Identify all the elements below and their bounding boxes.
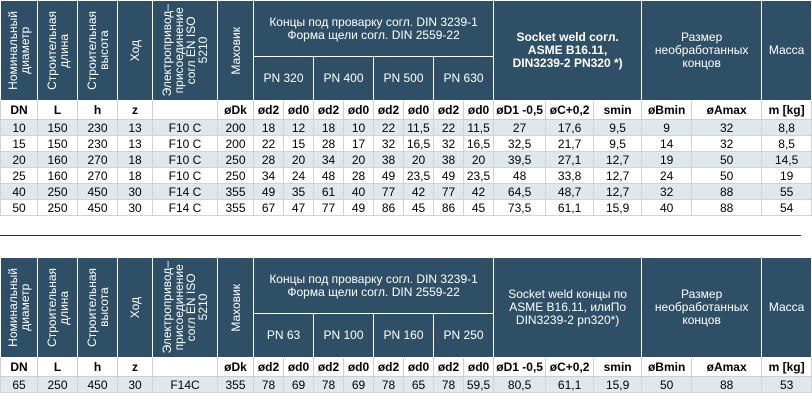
- subheader-cell: øAmax: [692, 101, 762, 120]
- header-stroke: Ход: [118, 1, 153, 101]
- table-cell: 12: [284, 120, 314, 136]
- table-cell: 35: [284, 184, 314, 200]
- table-cell: 12,7: [594, 168, 642, 184]
- table-cell: 38: [374, 152, 404, 168]
- table-cell: 250: [38, 200, 78, 216]
- table-cell: 20: [464, 152, 494, 168]
- table-cell: 86: [374, 200, 404, 216]
- subheader-row: [1, 101, 812, 120]
- valve-spec-table-2: [0, 257, 812, 393]
- table-cell: 355: [218, 184, 254, 200]
- table-cell: 11,5: [404, 120, 434, 136]
- subheader-cell: øC+0,2: [546, 358, 594, 377]
- table-cell: F10 C: [153, 152, 218, 168]
- subheader-cell: ød0: [344, 101, 374, 120]
- table-cell: 30: [118, 184, 153, 200]
- table-cell: 61,1: [546, 200, 594, 216]
- table-cell: 270: [78, 168, 118, 184]
- table-cell: 40: [344, 184, 374, 200]
- table-cell: 40: [642, 200, 692, 216]
- table-cell: 47: [284, 200, 314, 216]
- table-cell: 13: [118, 120, 153, 136]
- header-nominal-diameter: Номинальный диаметр: [1, 1, 38, 101]
- table-cell: 24: [642, 168, 692, 184]
- table-2-body: [1, 377, 812, 393]
- subheader-cell: h: [78, 101, 118, 120]
- subheader-row: [1, 358, 812, 377]
- table-cell: 270: [78, 152, 118, 168]
- table-cell: 49: [254, 184, 284, 200]
- table-cell: 78: [314, 377, 344, 393]
- table-cell: 20: [284, 152, 314, 168]
- table-cell: 28: [314, 136, 344, 152]
- table-cell: 15: [1, 136, 38, 152]
- subheader-cell: ød0: [344, 358, 374, 377]
- table-cell: 8,8: [762, 120, 812, 136]
- table-cell: 27: [494, 120, 546, 136]
- subheader-cell: ød2: [314, 101, 344, 120]
- header-weld-ends: Концы под проварку согл. DIN 3239-1 Форма щели согл. DIN 2559-22: [254, 258, 494, 314]
- table-cell: F10 C: [153, 136, 218, 152]
- header-actuator: Электропривод– присоединение согл EN ISO 5210: [153, 258, 218, 358]
- header-socket-weld: Socket weld согл. ASME B16.11, DIN3239-2 PN320 *): [494, 1, 642, 101]
- header-weld-ends: Концы под проварку согл. DIN 3239-1 Форма щели согл. DIN 2559-22: [254, 1, 494, 57]
- table-cell: 53: [762, 377, 812, 393]
- header-raw-ends: Размер необработанных концов: [642, 258, 762, 358]
- table-cell: 200: [218, 120, 254, 136]
- subheader-cell: ød2: [374, 358, 404, 377]
- table-cell: 27,1: [546, 152, 594, 168]
- table-cell: 69: [344, 377, 374, 393]
- table-cell: 15: [284, 136, 314, 152]
- table-cell: 34: [254, 168, 284, 184]
- table-cell: 28: [344, 168, 374, 184]
- table-cell: F14 C: [153, 184, 218, 200]
- subheader-cell: øDk: [218, 358, 254, 377]
- table-cell: 40: [1, 184, 38, 200]
- subheader-cell: ød0: [284, 358, 314, 377]
- table-cell: 18: [314, 120, 344, 136]
- table-cell: 355: [218, 200, 254, 216]
- table-cell: 61,1: [546, 377, 594, 393]
- header-nominal-diameter: Номинальный диаметр: [1, 258, 38, 358]
- table-cell: 32: [692, 136, 762, 152]
- table-cell: 86: [434, 200, 464, 216]
- subheader-cell: z: [118, 101, 153, 120]
- table-cell: 450: [78, 377, 118, 393]
- table-cell: 38: [434, 152, 464, 168]
- subheader-cell: øC+0,2: [546, 101, 594, 120]
- table-1-body: [1, 120, 812, 216]
- table-cell: 50: [642, 377, 692, 393]
- subheader-cell: ød0: [284, 101, 314, 120]
- table-cell: 160: [38, 168, 78, 184]
- header-actuator: Электропривод– присоединение согл EN ISO 5210: [153, 1, 218, 101]
- table-cell: 22: [254, 136, 284, 152]
- table-cell: 16,5: [464, 136, 494, 152]
- table-cell: 30: [118, 200, 153, 216]
- table-cell: 450: [78, 200, 118, 216]
- subheader-cell: øBmin: [642, 358, 692, 377]
- table-cell: 160: [38, 152, 78, 168]
- header-pn-3: PN 500: [374, 57, 434, 101]
- table-cell: 18: [254, 120, 284, 136]
- table-cell: 23,5: [404, 168, 434, 184]
- subheader-cell: ød2: [434, 101, 464, 120]
- table-cell: 33,8: [546, 168, 594, 184]
- table-cell: 50: [692, 168, 762, 184]
- table-cell: 17: [344, 136, 374, 152]
- table-cell: 48: [314, 168, 344, 184]
- header-pn-2: PN 400: [314, 57, 374, 101]
- table-cell: 9,5: [594, 136, 642, 152]
- table-cell: F10 C: [153, 120, 218, 136]
- header-height: Строительная высота: [78, 1, 118, 101]
- subheader-cell: DN: [1, 101, 38, 120]
- table-cell: 18: [118, 152, 153, 168]
- subheader-cell: ød2: [314, 358, 344, 377]
- table-cell: 12,7: [594, 152, 642, 168]
- subheader-cell: ød0: [464, 101, 494, 120]
- table-cell: 77: [314, 200, 344, 216]
- subheader-cell: [153, 358, 218, 377]
- table-cell: 77: [374, 184, 404, 200]
- table-cell: 42: [464, 184, 494, 200]
- table-cell: F14C: [153, 377, 218, 393]
- table-cell: 150: [38, 120, 78, 136]
- table-cell: 88: [692, 200, 762, 216]
- table-cell: 355: [218, 377, 254, 393]
- table-cell: 20: [404, 152, 434, 168]
- table-cell: 10: [344, 120, 374, 136]
- table-cell: 34: [314, 152, 344, 168]
- subheader-cell: m [kg]: [762, 101, 812, 120]
- subheader-cell: ød2: [254, 101, 284, 120]
- subheader-cell: ød0: [404, 101, 434, 120]
- subheader-cell: DN: [1, 358, 38, 377]
- table-cell: 48: [494, 168, 546, 184]
- header-pn-2: PN 100: [314, 314, 374, 358]
- header-pn-3: PN 160: [374, 314, 434, 358]
- table-cell: 32: [374, 136, 404, 152]
- table-cell: 23,5: [464, 168, 494, 184]
- table-row: [1, 200, 812, 216]
- header-socket-weld: Socket weld концы по ASME B16.11, илиПо DIN3239-2 pn320*): [494, 258, 642, 358]
- table-cell: 21,7: [546, 136, 594, 152]
- subheader-cell: m [kg]: [762, 358, 812, 377]
- header-pn-4: PN 250: [434, 314, 494, 358]
- table-cell: 28: [254, 152, 284, 168]
- table-cell: 32: [692, 120, 762, 136]
- table-cell: 450: [78, 184, 118, 200]
- table-cell: 18: [118, 168, 153, 184]
- table-cell: 78: [434, 377, 464, 393]
- header-mass: Масса: [762, 1, 812, 101]
- table-row: [1, 168, 812, 184]
- table-cell: 50: [1, 200, 38, 216]
- table-cell: 65: [404, 377, 434, 393]
- subheader-cell: øAmax: [692, 358, 762, 377]
- table-cell: 32: [642, 184, 692, 200]
- subheader-cell: L: [38, 101, 78, 120]
- table-cell: 42: [404, 184, 434, 200]
- table-cell: 230: [78, 120, 118, 136]
- table-cell: 73,5: [494, 200, 546, 216]
- table-cell: 61: [314, 184, 344, 200]
- header-handwheel: Маховик: [218, 258, 254, 358]
- subheader-cell: øDk: [218, 101, 254, 120]
- header-raw-ends: Размер необработанных концов: [642, 1, 762, 101]
- table-cell: 15,9: [594, 200, 642, 216]
- subheader-cell: h: [78, 358, 118, 377]
- table-cell: 45: [464, 200, 494, 216]
- table-cell: 19: [642, 152, 692, 168]
- table-cell: 20: [1, 152, 38, 168]
- subheader-cell: L: [38, 358, 78, 377]
- table-cell: 9,5: [594, 120, 642, 136]
- subheader-cell: øBmin: [642, 101, 692, 120]
- table-cell: 78: [374, 377, 404, 393]
- subheader-cell: smin: [594, 101, 642, 120]
- subheader-cell: [153, 101, 218, 120]
- table-cell: 48,7: [546, 184, 594, 200]
- header-length: Строительная длина: [38, 258, 78, 358]
- table-cell: 64,5: [494, 184, 546, 200]
- table-cell: 39,5: [494, 152, 546, 168]
- table-cell: 11,5: [464, 120, 494, 136]
- table-cell: 13: [118, 136, 153, 152]
- table-cell: 14: [642, 136, 692, 152]
- table-cell: 9: [642, 120, 692, 136]
- table-row: [1, 152, 812, 168]
- table-cell: F14 C: [153, 200, 218, 216]
- table-row: [1, 136, 812, 152]
- header-mass: Масса: [762, 258, 812, 358]
- header-length: Строительная длина: [38, 1, 78, 101]
- table-cell: 54: [762, 200, 812, 216]
- table-cell: 250: [218, 168, 254, 184]
- table-cell: 25: [1, 168, 38, 184]
- table-cell: 88: [692, 377, 762, 393]
- subheader-cell: ød0: [464, 358, 494, 377]
- subheader-cell: ød2: [254, 358, 284, 377]
- table-cell: 22: [434, 120, 464, 136]
- table-cell: 250: [38, 184, 78, 200]
- table-cell: 14,5: [762, 152, 812, 168]
- header-pn-1: PN 320: [254, 57, 314, 101]
- table-cell: 78: [254, 377, 284, 393]
- subheader-cell: øD1 -0,5: [494, 101, 546, 120]
- header-height: Строительная высота: [78, 258, 118, 358]
- table-cell: 49: [344, 200, 374, 216]
- table-cell: 32,5: [494, 136, 546, 152]
- table-row: [1, 184, 812, 200]
- table-cell: 20: [344, 152, 374, 168]
- table-cell: 77: [434, 184, 464, 200]
- header-pn-4: PN 630: [434, 57, 494, 101]
- table-cell: 250: [38, 377, 78, 393]
- table-cell: 16,5: [404, 136, 434, 152]
- table-cell: 65: [1, 377, 38, 393]
- table-cell: 69: [284, 377, 314, 393]
- subheader-cell: ød2: [434, 358, 464, 377]
- table-cell: 15,9: [594, 377, 642, 393]
- table-cell: 150: [38, 136, 78, 152]
- table-cell: 32: [434, 136, 464, 152]
- header-pn-1: PN 63: [254, 314, 314, 358]
- table-cell: 22: [374, 120, 404, 136]
- table-cell: 12,7: [594, 184, 642, 200]
- header-handwheel: Маховик: [218, 1, 254, 101]
- table-cell: 59,5: [464, 377, 494, 393]
- table-cell: 19: [762, 168, 812, 184]
- table-row: [1, 377, 812, 393]
- table-cell: 49: [434, 168, 464, 184]
- subheader-cell: ød2: [374, 101, 404, 120]
- table-cell: 88: [692, 184, 762, 200]
- table-cell: 45: [404, 200, 434, 216]
- subheader-cell: z: [118, 358, 153, 377]
- table-row: [1, 120, 812, 136]
- table-cell: 67: [254, 200, 284, 216]
- header-stroke: Ход: [118, 258, 153, 358]
- table-cell: 8,5: [762, 136, 812, 152]
- subheader-cell: øD1 -0,5: [494, 358, 546, 377]
- table-cell: 230: [78, 136, 118, 152]
- table-cell: 55: [762, 184, 812, 200]
- subheader-cell: ød0: [404, 358, 434, 377]
- table-cell: 17,6: [546, 120, 594, 136]
- table-cell: 50: [692, 152, 762, 168]
- table-cell: F10 C: [153, 168, 218, 184]
- table-cell: 30: [118, 377, 153, 393]
- table-cell: 250: [218, 152, 254, 168]
- table-cell: 200: [218, 136, 254, 152]
- subheader-cell: smin: [594, 358, 642, 377]
- table-cell: 80,5: [494, 377, 546, 393]
- table-cell: 49: [374, 168, 404, 184]
- table-cell: 10: [1, 120, 38, 136]
- table-cell: 24: [284, 168, 314, 184]
- section-divider: [0, 235, 801, 236]
